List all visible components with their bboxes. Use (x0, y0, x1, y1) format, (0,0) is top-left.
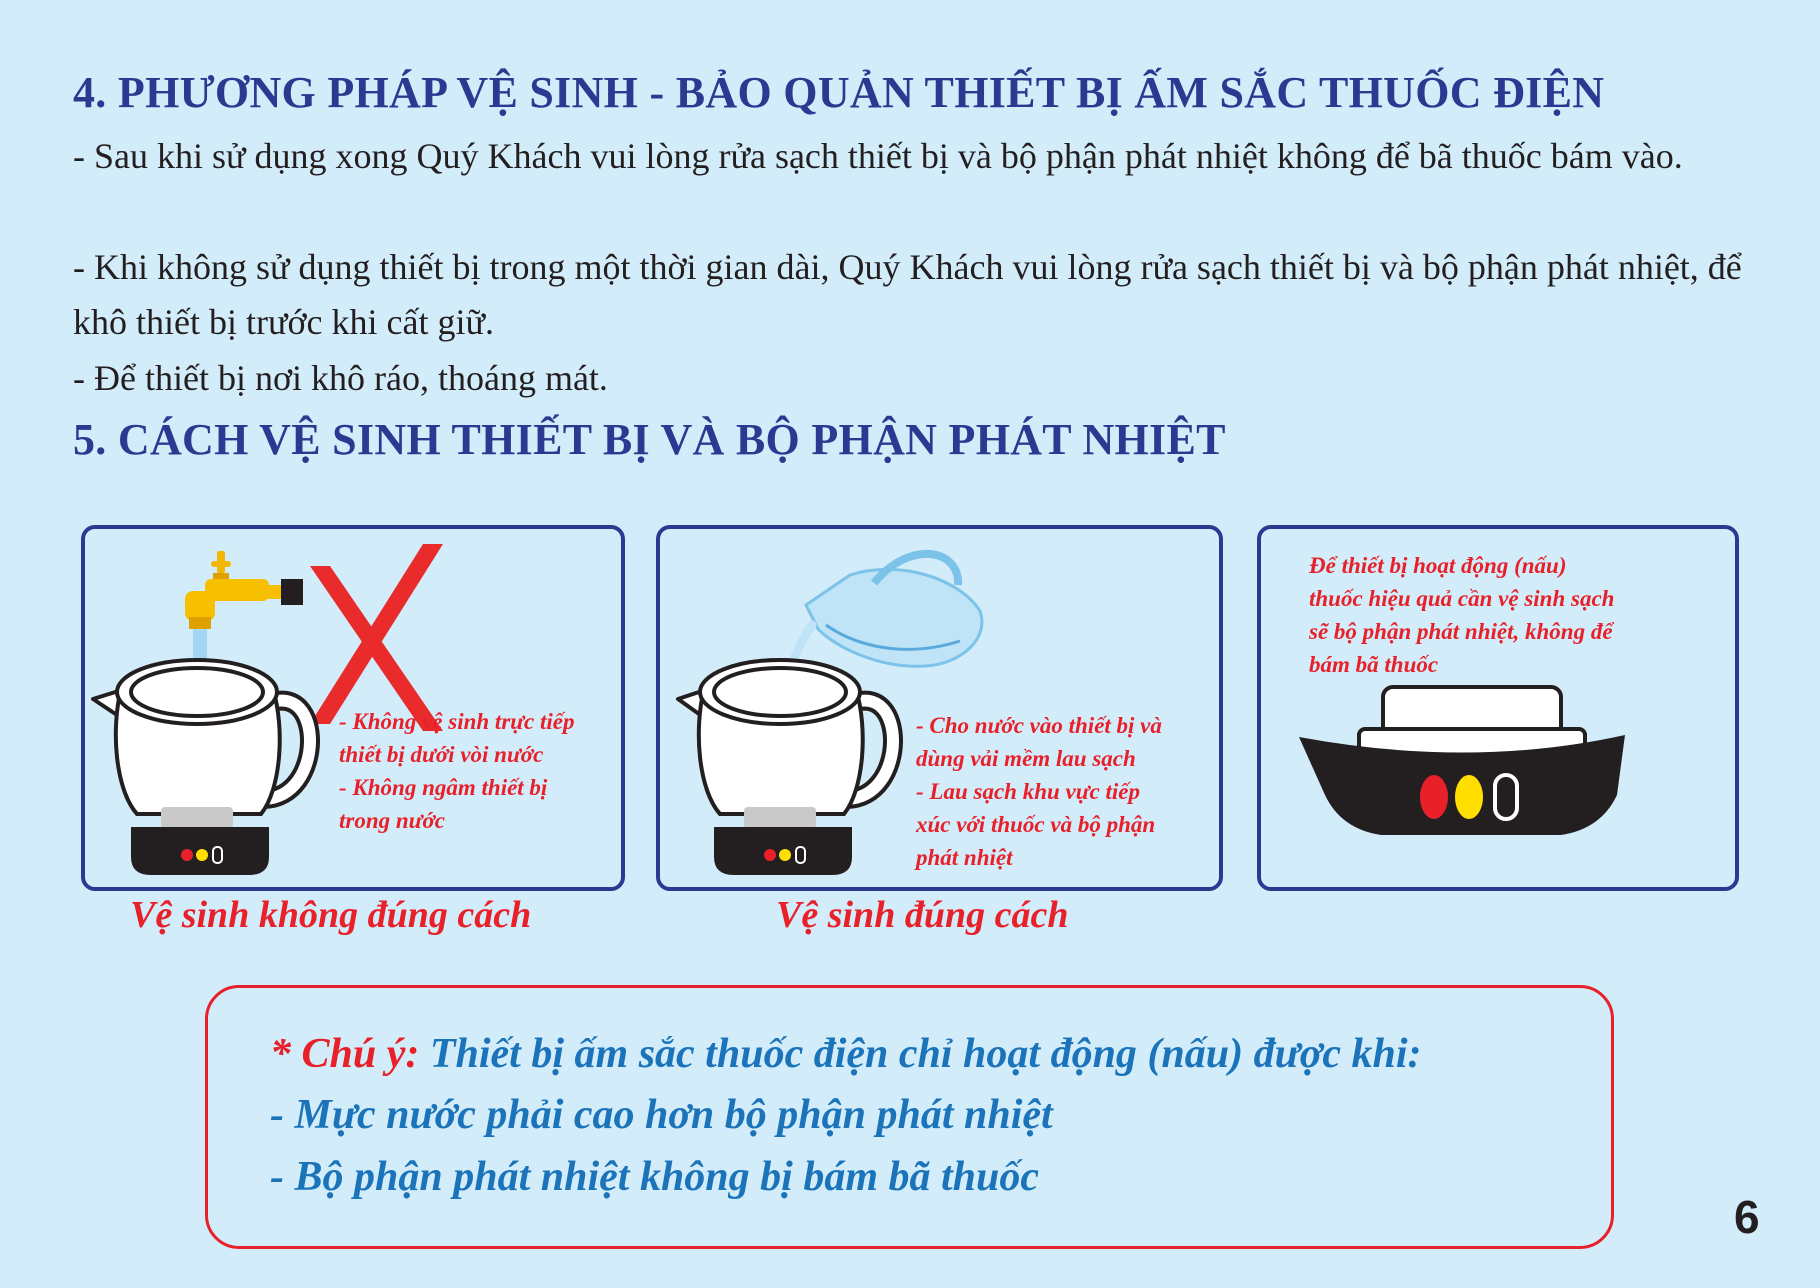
caption-correct-cleaning: Vệ sinh đúng cách (776, 894, 1069, 936)
panel-3-note-line-2: thuốc hiệu quả cần vệ sinh sạch (1309, 586, 1615, 611)
attention-box (205, 985, 1614, 1249)
section-4-paragraph-2: - Khi không sử dụng thiết bị trong một thời gian dài, Quý Khách vui lòng rửa sạch thiết bị và bộ phận phát nhiệt, để khô thiết bị trước khi cất giữ. (73, 247, 1742, 342)
heating-element-icon (1359, 687, 1585, 757)
panel-1-note-line-1: - Không vệ sinh trực tiếp (339, 709, 575, 734)
caption-wrong-cleaning: Vệ sinh không đúng cách (130, 894, 532, 936)
page-number: 6 (1734, 1191, 1760, 1243)
kettle-base-icon (714, 807, 852, 875)
kettle-icon (678, 660, 893, 814)
attention-label: * Chú ý: (270, 1031, 420, 1077)
prohibited-x-icon (310, 544, 443, 731)
panel-2-note-line-1: - Cho nước vào thiết bị và (916, 713, 1162, 738)
attention-text: Thiết bị ấm sắc thuốc điện chỉ hoạt động (nấu) được khi: (419, 1031, 1422, 1077)
attention-item-1: - Mực nước phải cao hơn bộ phận phát nhiệt (270, 1092, 1053, 1138)
section-4-title: 4. PHƯƠNG PHÁP VỆ SINH - BẢO QUẢN THIẾT BỊ ẤM SẮC THUỐC ĐIỆN (73, 68, 1605, 117)
kettle-icon (93, 660, 310, 814)
heating-base-illustration (1261, 529, 1739, 889)
section-4-paragraph-1: - Sau khi sử dụng xong Quý Khách vui lòng rửa sạch thiết bị và bộ phận phát nhiệt không để bã thuốc bám vào. (73, 136, 1683, 176)
panel-3-note-line-1: Để thiết bị hoạt động (nấu) (1309, 553, 1567, 578)
attention-item-2: - Bộ phận phát nhiệt không bị bám bã thuốc (270, 1154, 1040, 1200)
panel-2-note-line-2: dùng vải mềm lau sạch (916, 746, 1136, 771)
panel-2-note-line-4: xúc với thuốc và bộ phận (916, 812, 1156, 837)
kettle-base-icon (131, 807, 269, 875)
section-4-paragraph-3: - Để thiết bị nơi khô ráo, thoáng mát. (73, 358, 608, 398)
red-indicator-icon (1420, 775, 1448, 819)
panel-heating-element (1257, 525, 1739, 891)
panel-2-note-line-3: - Lau sạch khu vực tiếp (916, 779, 1140, 804)
water-jug-icon (806, 554, 982, 666)
water-tap-icon (185, 551, 303, 629)
panel-correct-cleaning (656, 525, 1223, 891)
panel-1-note-line-3: - Không ngâm thiết bị (339, 775, 548, 800)
panel-1-note-line-2: thiết bị dưới vòi nước (339, 742, 544, 767)
panel-wrong-cleaning (81, 525, 625, 891)
panel-3-note-line-3: sẽ bộ phận phát nhiệt, không để (1309, 619, 1613, 644)
section-5-title: 5. CÁCH VỆ SINH THIẾT BỊ VÀ BỘ PHẬN PHÁT NHIỆT (73, 415, 1226, 464)
panel-2-note-line-5: phát nhiệt (916, 845, 1013, 870)
attention-heading (270, 1030, 1421, 1078)
panel-1-note-line-4: trong nước (339, 808, 446, 833)
panel-3-note-line-4: bám bã thuốc (1309, 652, 1439, 677)
yellow-indicator-icon (1455, 775, 1483, 819)
